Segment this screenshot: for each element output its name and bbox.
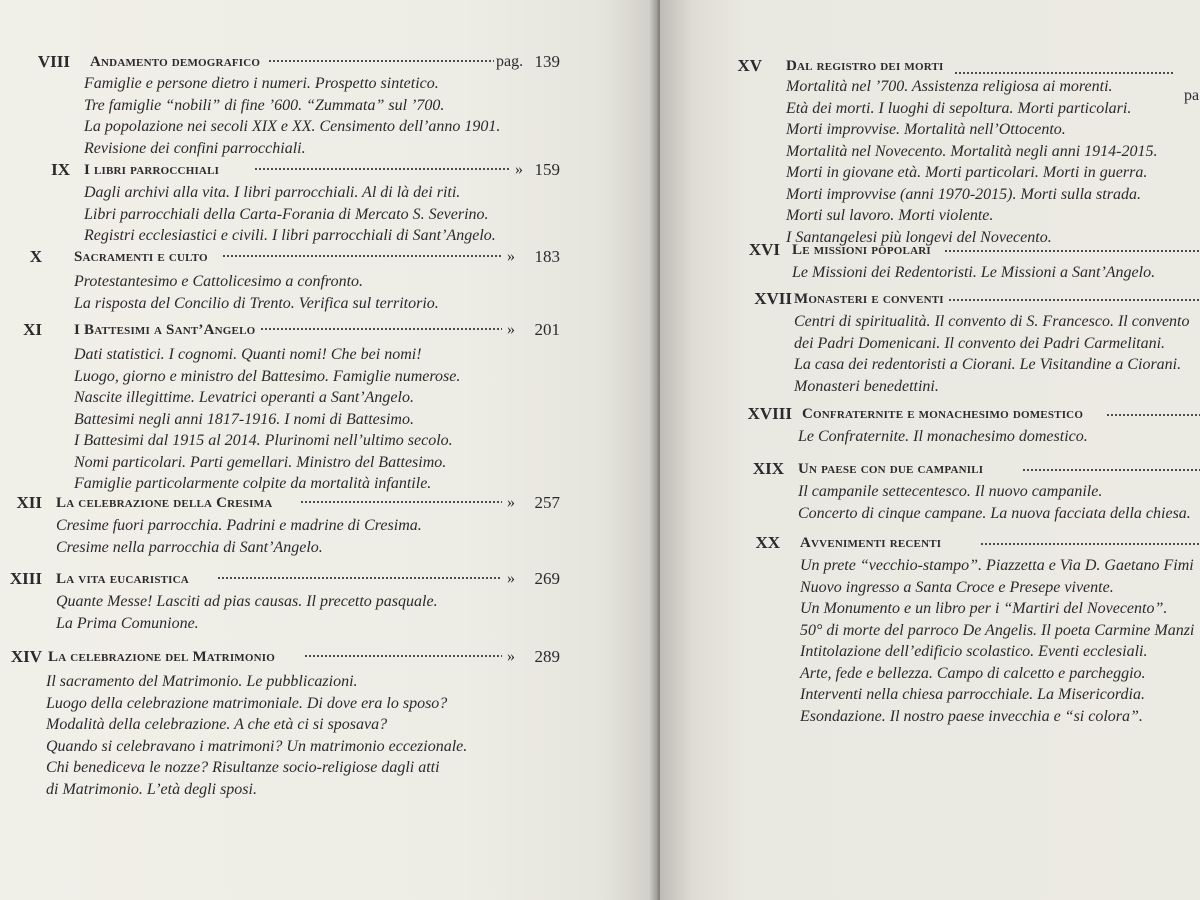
description-line: Quante Messe! Lasciti ad pias causas. Il precetto pasquale. — [56, 593, 438, 610]
description-line: Cresime fuori parrocchia. Padrini e madrine di Cresima. — [56, 517, 422, 534]
description-line: La Prima Comunione. — [56, 614, 199, 632]
description-line: Quando si celebravano i matrimoni? Un matrimonio eccezionale. — [46, 737, 468, 755]
dot-leader — [944, 249, 1200, 253]
description-line: Un Monumento e un libro per i “Martiri del Novecento”. — [800, 600, 1168, 617]
toc-entry-xix — [722, 457, 1200, 522]
chapter-description — [800, 555, 1194, 727]
right-page — [660, 0, 1200, 900]
toc-entry-xx — [722, 531, 1200, 725]
chapter-description — [798, 426, 1088, 448]
description-line: Centri di spiritualità. Il convento di S. Francesco. Il convento — [794, 313, 1190, 330]
description-line: Famiglie e persone dietro i numeri. Prospetto sintetico. — [84, 75, 439, 92]
description-line: Morti sul lavoro. Morti violente. — [786, 207, 994, 224]
description-line: La popolazione nei secoli XIX e XX. Censimento dell’anno 1901. — [84, 118, 501, 135]
description-line: Un prete “vecchio-stampo”. Piazzetta e Via D. Gaetano Fimi — [800, 557, 1194, 574]
description-line: Libri parrocchiali della Carta-Forania di Mercato S. Severino. — [84, 205, 489, 223]
chapter-numeral: XX — [755, 533, 780, 552]
toc-entry-xv — [702, 54, 1200, 246]
chapter-description — [84, 73, 500, 159]
toc-entry-xiv — [0, 645, 570, 798]
toc-entry-viii — [10, 50, 570, 157]
chapter-description — [786, 76, 1158, 248]
description-line: La casa dei redentoristi a Ciorani. Le Visitandine a Ciorani. — [794, 356, 1182, 373]
dot-leader — [217, 576, 502, 580]
page-marker: pa — [1184, 87, 1200, 104]
chapter-numeral: XI — [23, 320, 42, 339]
description-line: Dagli archivi alla vita. I libri parrocchiali. Al di là dei riti. — [84, 184, 461, 201]
toc-entry-xiii — [0, 567, 570, 632]
chapter-description — [56, 515, 422, 558]
dot-leader — [300, 500, 502, 504]
chapter-title: Un paese con due campanili — [798, 461, 984, 477]
toc-entry-x — [0, 245, 570, 312]
page-marker: » — [507, 648, 515, 665]
description-line: Concerto di cinque campane. La nuova facciata della chiesa. — [798, 504, 1191, 522]
chapter-numeral: XVII — [754, 289, 792, 308]
dot-leader — [304, 654, 502, 658]
chapter-numeral: XII — [16, 493, 42, 512]
toc-entry-ix — [10, 158, 570, 244]
page-number: 269 — [534, 569, 560, 588]
chapter-title: Sacramenti e culto — [74, 249, 208, 265]
dot-leader — [254, 167, 510, 171]
description-line: Morti in giovane età. Morti particolari. Morti in guerra. — [786, 164, 1148, 181]
chapter-description — [74, 271, 439, 314]
dot-leader — [222, 254, 502, 258]
page-marker: » — [507, 494, 515, 511]
chapter-title: Confraternite e monachesimo domestico — [802, 406, 1084, 422]
page-marker: » — [515, 161, 523, 178]
description-line: Morti improvvise. Mortalità nell’Ottocento. — [786, 121, 1066, 138]
description-line: Tre famiglie “nobili” di fine ’600. “Zummata” sul ’700. — [84, 96, 445, 114]
page-marker: pag. — [496, 53, 524, 70]
chapter-description — [84, 182, 496, 247]
chapter-title: La vita eucaristica — [56, 571, 189, 587]
chapter-numeral: XIII — [9, 569, 42, 588]
description-line: Interventi nella chiesa parrocchiale. La Misericordia. — [800, 686, 1145, 703]
description-line: Chi benediceva le nozze? Risultanze socio-religiose dagli atti — [46, 759, 440, 776]
description-line: Nascite illegittime. Levatrici operanti a Sant’Angelo. — [74, 389, 414, 406]
description-line: Monasteri benedettini. — [794, 377, 939, 395]
chapter-description — [792, 262, 1155, 284]
description-line: Registri ecclesiastici e civili. I libri parrocchiali di Sant’Angelo. — [84, 227, 496, 244]
chapter-title: Dal registro dei morti — [786, 58, 944, 74]
chapter-title: La celebrazione del Matrimonio — [48, 649, 276, 665]
page-marker: » — [507, 321, 515, 338]
description-line: Intitolazione dell’edificio scolastico. Eventi ecclesiali. — [800, 643, 1148, 660]
description-line: Famiglie particolarmente colpite da mortalità infantile. — [74, 475, 432, 492]
description-line: Luogo, giorno e ministro del Battesimo. Famiglie numerose. — [74, 367, 461, 385]
chapter-title: I Battesimi a Sant’Angelo — [74, 322, 256, 338]
toc-entry-xii — [0, 491, 570, 556]
dot-leader — [980, 542, 1200, 546]
description-line: Il campanile settecentesco. Il nuovo campanile. — [798, 483, 1103, 500]
description-line: Morti improvvise (anni 1970-2015). Morti sulla strada. — [786, 185, 1141, 203]
page-number: 201 — [534, 320, 560, 339]
description-line: Esondazione. Il nostro paese invecchia e “si colora”. — [800, 707, 1143, 725]
page-marker: » — [507, 248, 515, 265]
chapter-numeral: X — [29, 247, 42, 266]
toc-entry-xvii — [722, 287, 1200, 395]
page-marker: » — [507, 570, 515, 587]
chapter-description — [74, 344, 460, 495]
description-line: Età dei morti. I luoghi di sepoltura. Morti particolari. — [786, 99, 1132, 117]
chapter-numeral: VIII — [37, 52, 70, 71]
description-line: dei Padri Domenicani. Il convento dei Padri Carmelitani. — [794, 334, 1166, 352]
description-line: Il sacramento del Matrimonio. Le pubblicazioni. — [46, 673, 358, 690]
dot-leader — [1106, 413, 1200, 417]
page-number: 257 — [534, 493, 560, 512]
chapter-numeral: XVIII — [747, 404, 792, 423]
chapter-numeral: XVI — [748, 240, 780, 259]
description-line: I Battesimi dal 1915 al 2014. Plurinomi nell’ultimo secolo. — [74, 432, 453, 449]
description-line: Battesimi negli anni 1817-1916. I nomi di Battesimo. — [74, 410, 414, 428]
description-line: Nuovo ingresso a Santa Croce e Presepe vivente. — [800, 578, 1114, 596]
chapter-title: Andamento demografico — [90, 54, 261, 70]
toc-entry-xvi — [722, 238, 1200, 281]
chapter-title: La celebrazione della Cresima — [56, 495, 273, 511]
chapter-title: Le missioni popolari — [792, 242, 931, 258]
description-line: Cresime nella parrocchia di Sant’Angelo. — [56, 538, 323, 556]
chapter-description — [798, 481, 1191, 524]
description-line: Mortalità nel Novecento. Mortalità negli anni 1914-2015. — [786, 142, 1158, 160]
description-line: I Santangelesi più longevi del Novecento. — [786, 228, 1052, 246]
chapter-description — [794, 311, 1189, 397]
description-line: Protestantesimo e Cattolicesimo a confronto. — [74, 273, 364, 290]
description-line: Le Missioni dei Redentoristi. Le Missioni a Sant’Angelo. — [792, 264, 1156, 281]
dot-leader — [954, 71, 1174, 75]
description-line: Dati statistici. I cognomi. Quanti nomi! Che bei nomi! — [74, 346, 422, 363]
description-line: La risposta del Concilio di Trento. Verifica sul territorio. — [74, 294, 439, 312]
dot-leader — [1022, 468, 1200, 472]
description-line: Arte, fede e bellezza. Campo di calcetto e parcheggio. — [800, 664, 1146, 682]
chapter-numeral: XV — [737, 56, 762, 75]
chapter-title: Monasteri e conventi — [794, 291, 944, 307]
dot-leader — [260, 327, 502, 331]
description-line: Revisione dei confini parrocchiali. — [84, 139, 306, 157]
description-line: Le Confraternite. Il monachesimo domestico. — [798, 428, 1088, 445]
description-line: Mortalità nel ’700. Assistenza religiosa ai morenti. — [786, 78, 1113, 95]
chapter-title: Avvenimenti recenti — [800, 535, 942, 551]
dot-leader — [948, 298, 1200, 302]
chapter-title: I libri parrocchiali — [84, 162, 220, 178]
description-line: Nomi particolari. Parti gemellari. Ministro del Battesimo. — [74, 453, 447, 471]
chapter-numeral: XIX — [752, 459, 784, 478]
chapter-numeral: XIV — [10, 647, 42, 666]
page-number: 289 — [534, 647, 560, 666]
toc-entry-xviii — [722, 402, 1200, 445]
toc-entry-xi — [0, 318, 570, 492]
dot-leader — [268, 59, 494, 63]
page-number: 183 — [534, 247, 560, 266]
description-line: di Matrimonio. L’età degli sposi. — [46, 780, 257, 798]
description-line: Luogo della celebrazione matrimoniale. Di dove era lo sposo? — [46, 694, 448, 712]
description-line: Modalità della celebrazione. A che età ci si sposava? — [46, 716, 388, 733]
chapter-description — [46, 671, 467, 800]
page-number: 139 — [534, 52, 560, 71]
chapter-numeral: IX — [51, 160, 70, 179]
chapter-description — [56, 591, 438, 634]
description-line: 50° di morte del parroco De Angelis. Il poeta Carmine Manzi — [800, 621, 1195, 639]
page-number: 159 — [534, 160, 560, 179]
